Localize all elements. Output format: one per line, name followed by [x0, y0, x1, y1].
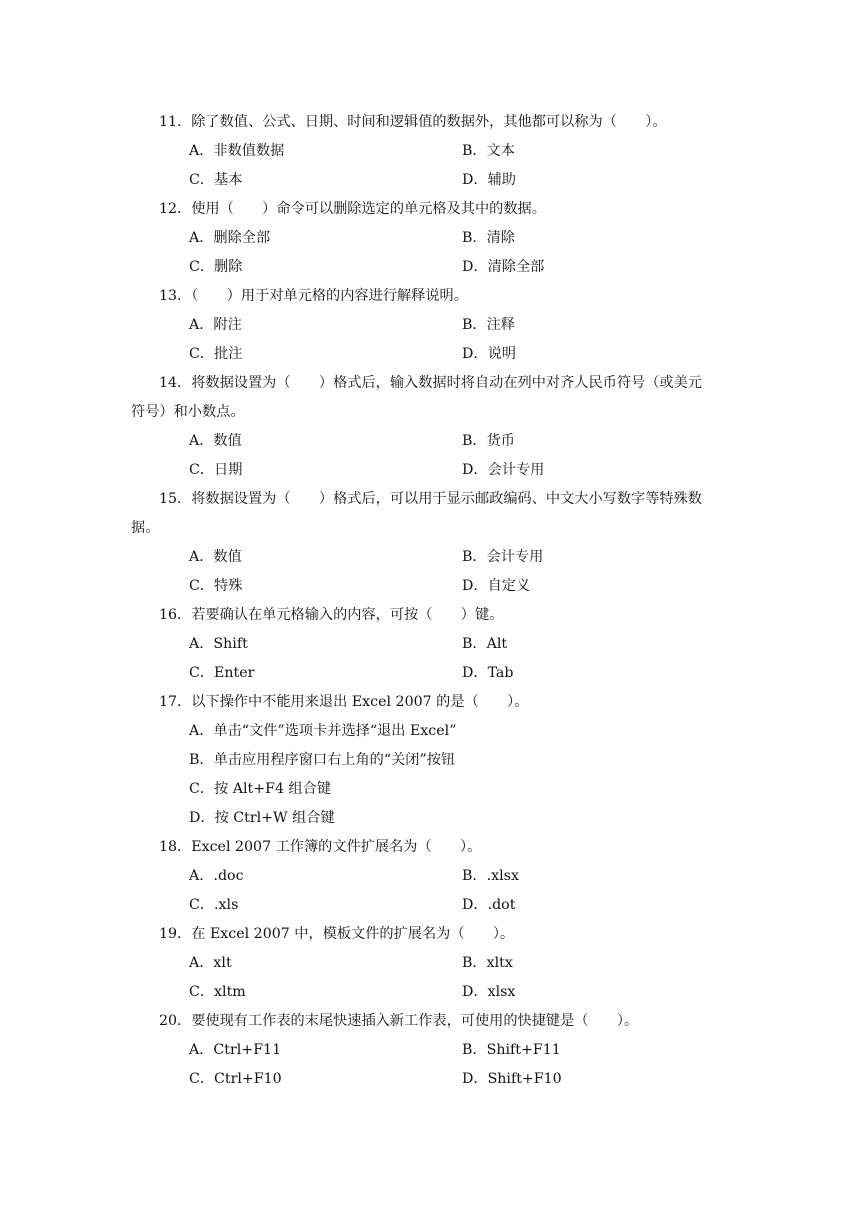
question-12-options-row-1 — [131, 224, 741, 253]
question-18-stem: 18．Excel 2007 工作簿的文件扩展名为（ ）。 — [159, 839, 482, 855]
question-20-option-c: C．Ctrl+F10 — [189, 1071, 282, 1087]
question-12-options-row-2 — [131, 253, 741, 282]
question-13-options-row-1 — [131, 311, 741, 340]
question-14-option-c: C．日期 — [189, 462, 243, 478]
question-13-option-b: B．注释 — [462, 317, 515, 333]
question-13-option-c: C．批注 — [189, 346, 243, 362]
question-17-option-a: A．单击“文件”选项卡并选择“退出 Excel” — [189, 723, 457, 739]
question-16-option-c: C．Enter — [189, 665, 255, 681]
question-13-option-a: A．附注 — [189, 317, 242, 333]
question-20-options-row-1 — [131, 1036, 741, 1065]
question-14-stem-continuation: 符号）和小数点。 — [131, 404, 245, 420]
question-17-option-b: B．单击应用程序窗口右上角的“关闭”按钮 — [189, 752, 456, 768]
question-19-stem: 19．在 Excel 2007 中，模板文件的扩展名为（ ）。 — [159, 926, 515, 942]
question-14-option-d: D．会计专用 — [462, 462, 545, 478]
question-19-option-a: A．xlt — [189, 955, 232, 971]
question-19-option-d: D．xlsx — [462, 984, 516, 1000]
question-18-options-row-1 — [131, 862, 741, 891]
question-11-option-a: A．非数值数据 — [189, 143, 285, 159]
question-16-option-b: B．Alt — [462, 636, 508, 652]
question-14-options-row-1 — [131, 427, 741, 456]
question-20-stem: 20．要使现有工作表的末尾快速插入新工作表，可使用的快捷键是（ ）。 — [159, 1013, 639, 1029]
question-list — [131, 108, 741, 1094]
question-15-option-a: A．数值 — [189, 549, 242, 565]
question-11-stem: 11．除了数值、公式、日期、时间和逻辑值的数据外，其他都可以称为（ ）。 — [159, 114, 667, 130]
question-11-option-c: C．基本 — [189, 172, 243, 188]
question-18-option-a: A．.doc — [189, 868, 244, 884]
question-17-option-c: C．按 Alt+F4 组合键 — [189, 781, 332, 797]
question-19-option-b: B．xltx — [462, 955, 513, 971]
question-16-option-a: A．Shift — [189, 636, 248, 652]
question-16-option-d: D．Tab — [462, 665, 514, 681]
question-19-option-c: C．xltm — [189, 984, 246, 1000]
question-13-option-d: D．说明 — [462, 346, 516, 362]
question-18-option-c: C．.xls — [189, 897, 239, 913]
question-12-option-b: B．清除 — [462, 230, 515, 246]
question-11-option-b: B．文本 — [462, 143, 515, 159]
question-16-options-row-1 — [131, 630, 741, 659]
question-17-option-d: D．按 Ctrl+W 组合键 — [189, 810, 335, 826]
question-12-stem: 12．使用（ ）命令可以删除选定的单元格及其中的数据。 — [159, 201, 546, 217]
question-15-options-row-1 — [131, 543, 741, 572]
question-12-option-a: A．删除全部 — [189, 230, 271, 246]
question-15-option-c: C．特殊 — [189, 578, 243, 594]
question-14-option-b: B．货币 — [462, 433, 515, 449]
question-15-option-b: B．会计专用 — [462, 549, 544, 565]
question-12-option-d: D．清除全部 — [462, 259, 545, 275]
question-14-options-row-2 — [131, 456, 741, 485]
question-14-option-a: A．数值 — [189, 433, 242, 449]
question-15-option-d: D．自定义 — [462, 578, 531, 594]
question-17-stem: 17．以下操作中不能用来退出 Excel 2007 的是（ ）。 — [159, 694, 529, 710]
question-20-option-a: A．Ctrl+F11 — [189, 1042, 282, 1058]
question-15-stem: 15．将数据设置为（ ）格式后，可以用于显示邮政编码、中文大小写数字等特殊数 — [159, 491, 702, 507]
question-11-option-d: D．辅助 — [462, 172, 516, 188]
question-11-options-row-2 — [131, 166, 741, 195]
question-12-option-c: C．删除 — [189, 259, 243, 275]
question-20-option-b: B．Shift+F11 — [462, 1042, 561, 1058]
question-13-stem: 13．（ ）用于对单元格的内容进行解释说明。 — [159, 288, 468, 304]
question-19-options-row-1 — [131, 949, 741, 978]
question-15-options-row-2 — [131, 572, 741, 601]
question-18-option-d: D．.dot — [462, 897, 516, 913]
question-19-options-row-2 — [131, 978, 741, 1007]
question-18-option-b: B．.xlsx — [462, 868, 519, 884]
question-11-options-row-1 — [131, 137, 741, 166]
question-20-option-d: D．Shift+F10 — [462, 1071, 562, 1087]
question-20-options-row-2 — [131, 1065, 741, 1094]
question-15-stem-continuation: 据。 — [131, 520, 160, 536]
question-14-stem: 14．将数据设置为（ ）格式后，输入数据时将自动在列中对齐人民币符号（或美元 — [159, 375, 702, 391]
question-18-options-row-2 — [131, 891, 741, 920]
question-13-options-row-2 — [131, 340, 741, 369]
question-16-options-row-2 — [131, 659, 741, 688]
question-16-stem: 16．若要确认在单元格输入的内容，可按（ ）键。 — [159, 607, 504, 623]
